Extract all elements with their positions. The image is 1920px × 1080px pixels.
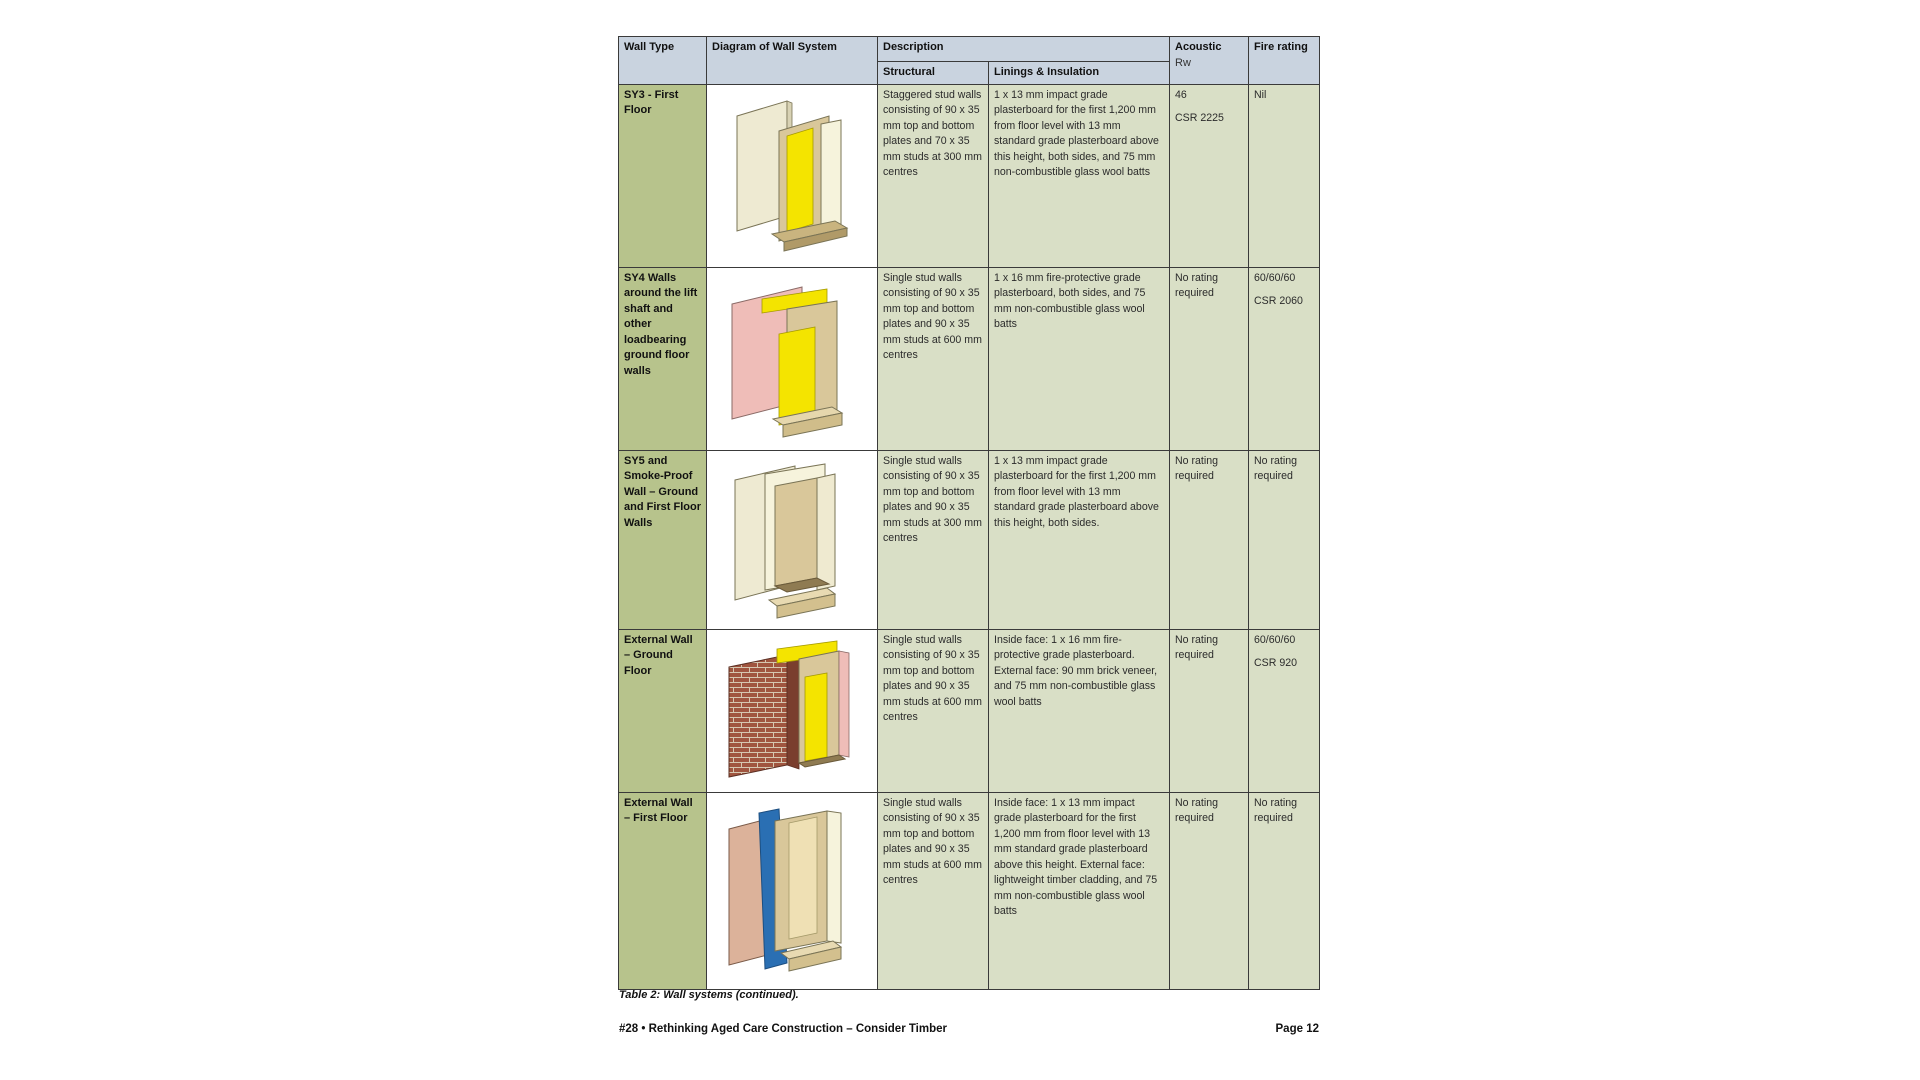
acoustic-cell <box>1170 450 1249 629</box>
table-caption: Table 2: Wall systems (continued). <box>619 989 799 1001</box>
table-row <box>619 450 1320 629</box>
structural-cell: Single stud walls consisting of 90 x 35 mm top and bottom plates and 90 x 35 mm studs at 600 mm centres <box>878 267 989 450</box>
acoustic-cell <box>1170 792 1249 989</box>
header-acoustic-unit: Rw <box>1175 56 1191 69</box>
wall-type-cell: SY4 Walls around the lift shaft and other loadbearing ground floor walls <box>619 267 707 450</box>
linings-cell: 1 x 16 mm fire-protective grade plasterboard, both sides, and 75 mm non-combustible glass wool batts <box>989 267 1170 450</box>
wall-diagram-sy4-image <box>717 279 867 439</box>
fire-rating-value: 60/60/60 <box>1254 271 1296 284</box>
fire-rating-cell <box>1249 792 1320 989</box>
acoustic-cell <box>1170 84 1249 267</box>
fire-rating-value: Nil <box>1254 88 1267 101</box>
footer-title: #28 • Rethinking Aged Care Construction – Consider Timber <box>619 1023 948 1035</box>
fire-rating-cell <box>1249 267 1320 450</box>
header-diagram: Diagram of Wall System <box>707 37 878 85</box>
fire-rating-csr: CSR 920 <box>1254 657 1298 669</box>
structural-cell: Staggered stud walls consisting of 90 x 35 mm top and bottom plates and 70 x 35 mm studs at 300 mm centres <box>878 84 989 267</box>
table-row <box>619 792 1320 989</box>
linings-cell: Inside face: 1 x 16 mm fire-protective grade plasterboard. External face: 90 mm brick veneer, and 75 mm non-combustible glass wool batts <box>989 629 1170 792</box>
wall-type-cell: SY3 - First Floor <box>619 84 707 267</box>
fire-rating-cell <box>1249 84 1320 267</box>
acoustic-value: No rating required <box>1175 454 1219 482</box>
linings-cell: 1 x 13 mm impact grade plasterboard for the first 1,200 mm from floor level with 13 mm standard grade plasterboard above this height, both sides, and 75 mm non-combustible glass wool batts <box>989 84 1170 267</box>
acoustic-value: No rating required <box>1175 796 1219 824</box>
linings-cell: Inside face: 1 x 13 mm impact grade plasterboard for the first 1,200 mm from floor level with 13 mm standard grade plasterboard above this height. External face: lightweight timber cladding, and 75 mm non-combustible glass wool batts <box>989 792 1170 989</box>
acoustic-value: 46 <box>1175 88 1187 101</box>
acoustic-value: No rating required <box>1175 271 1219 299</box>
linings-cell: 1 x 13 mm impact grade plasterboard for the first 1,200 mm from floor level with 13 mm standard grade plasterboard above this height, both sides. <box>989 450 1170 629</box>
acoustic-value: No rating required <box>1175 633 1219 661</box>
fire-rating-cell <box>1249 629 1320 792</box>
wall-diagram-cell <box>707 267 878 450</box>
wall-systems-table <box>618 36 1320 990</box>
wall-diagram-cell <box>707 84 878 267</box>
table-row <box>619 629 1320 792</box>
table-row <box>619 84 1320 267</box>
header-structural: Structural <box>878 62 989 85</box>
fire-rating-value: 60/60/60 <box>1254 633 1296 646</box>
wall-diagram-cell <box>707 450 878 629</box>
header-linings: Linings & Insulation <box>989 62 1170 85</box>
fire-rating-value: No rating required <box>1254 454 1298 482</box>
header-description: Description <box>878 37 1170 62</box>
header-acoustic-label: Acoustic <box>1175 41 1222 53</box>
header-wall-type: Wall Type <box>619 37 707 85</box>
table-row <box>619 267 1320 450</box>
wall-diagram-external-first-image <box>717 803 867 979</box>
wall-type-cell: SY5 and Smoke-Proof Wall – Ground and First Floor Walls <box>619 450 707 629</box>
fire-rating-csr: CSR 2060 <box>1254 295 1303 307</box>
fire-rating-value: No rating required <box>1254 796 1298 824</box>
acoustic-csr: CSR 2225 <box>1175 112 1224 124</box>
wall-diagram-sy3-image <box>717 96 867 256</box>
acoustic-cell <box>1170 267 1249 450</box>
wall-type-cell: External Wall – First Floor <box>619 792 707 989</box>
structural-cell: Single stud walls consisting of 90 x 35 mm top and bottom plates and 90 x 35 mm studs at 600 mm centres <box>878 792 989 989</box>
header-acoustic <box>1170 37 1249 85</box>
wall-diagram-cell <box>707 792 878 989</box>
header-fire-rating: Fire rating <box>1249 37 1320 85</box>
structural-cell: Single stud walls consisting of 90 x 35 mm top and bottom plates and 90 x 35 mm studs at 600 mm centres <box>878 629 989 792</box>
structural-cell: Single stud walls consisting of 90 x 35 mm top and bottom plates and 90 x 35 mm studs at 300 mm centres <box>878 450 989 629</box>
page-number: Page 12 <box>1275 1023 1319 1035</box>
wall-diagram-sy5-image <box>717 460 867 620</box>
wall-diagram-cell <box>707 629 878 792</box>
fire-rating-cell <box>1249 450 1320 629</box>
wall-type-cell: External Wall – Ground Floor <box>619 629 707 792</box>
acoustic-cell <box>1170 629 1249 792</box>
wall-diagram-external-ground-image <box>717 637 867 785</box>
